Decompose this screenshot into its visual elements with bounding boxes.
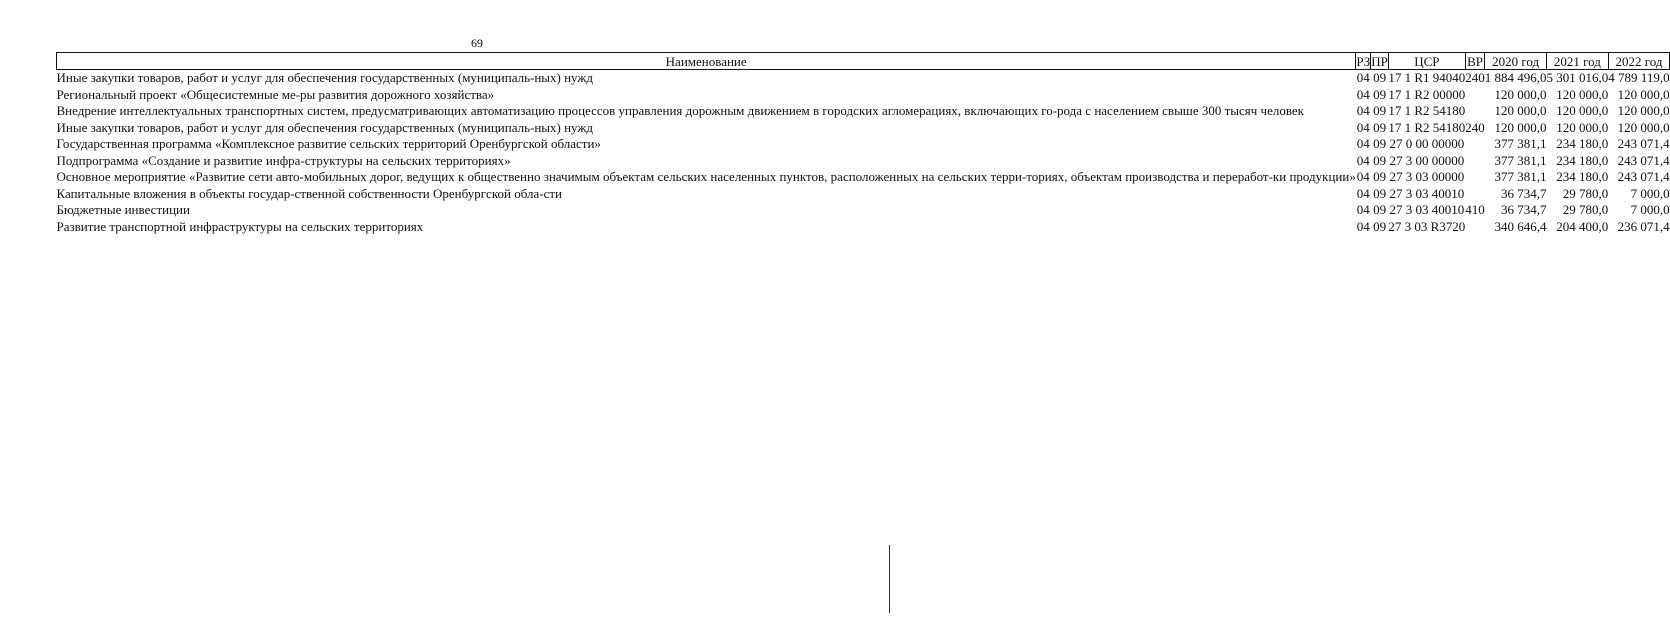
table-header-row — [57, 53, 1670, 70]
page-number: 69 — [471, 36, 483, 50]
header-rz: РЗ — [1356, 53, 1371, 69]
row-pr: 09 — [1373, 86, 1387, 102]
row-vr — [1465, 153, 1485, 170]
row-2020: 1 884 496,0 — [1484, 70, 1547, 85]
row-2022: 4 789 119,0 — [1608, 70, 1670, 85]
row-2021: 234 180,0 — [1556, 152, 1609, 168]
row-2020: 120 000,0 — [1494, 86, 1547, 102]
table-row — [57, 70, 1670, 87]
table-row — [57, 153, 1670, 170]
row-2021: 29 780,0 — [1562, 202, 1609, 217]
table-row — [57, 169, 1670, 186]
row-vr — [1465, 103, 1485, 120]
row-pr: 09 — [1373, 185, 1387, 201]
row-2022: 120 000,0 — [1617, 86, 1670, 102]
row-rz: 04 — [1356, 86, 1370, 102]
row-2022: 236 071,4 — [1617, 218, 1670, 234]
row-csr: 17 1 R2 00000 — [1388, 86, 1466, 102]
row-rz: 04 — [1356, 218, 1370, 234]
row-pr: 09 — [1373, 169, 1387, 184]
table-row — [57, 87, 1670, 104]
header-pr: ПР — [1371, 53, 1388, 69]
row-rz: 04 — [1356, 136, 1370, 151]
row-2021: 234 180,0 — [1556, 169, 1609, 184]
row-name: Основное мероприятие «Развитие сети авто-мобильных дорог, ведущих к общественно значимым объектам сельских населенных пунктов, расположенных на сельских терри-ториях, объектам производства и переработ-ки продукции» — [56, 169, 1356, 184]
row-2022: 120 000,0 — [1617, 119, 1670, 135]
row-name: Внедрение интеллектуальных транспортных систем, предусматривающих автоматизацию процессов управления дорожным движением в городских агломерациях, включающих го-рода с населением свыше 300 тысяч человек — [56, 103, 1304, 118]
header-csr: ЦСР — [1388, 53, 1465, 70]
row-2022: 243 071,4 — [1617, 136, 1670, 151]
header-2020: 2020 год — [1485, 53, 1547, 70]
row-2021: 120 000,0 — [1556, 119, 1609, 135]
table-row — [57, 186, 1670, 203]
row-2020: 36 734,7 — [1501, 185, 1547, 201]
row-2021: 5 301 016,0 — [1546, 70, 1609, 85]
row-pr: 09 — [1373, 119, 1387, 135]
row-rz: 04 — [1356, 119, 1370, 135]
table-row — [57, 136, 1670, 153]
row-name: Капитальные вложения в объекты государ-ственной собственности Оренбургской обла-сти — [56, 185, 562, 201]
row-vr — [1465, 87, 1485, 104]
row-pr: 09 — [1373, 136, 1387, 151]
table-row — [57, 103, 1670, 120]
row-2021: 29 780,0 — [1562, 185, 1609, 201]
row-vr — [1465, 219, 1485, 236]
row-name: Региональный проект «Общесистемные ме-ры развития дорожного хозяйства» — [56, 86, 495, 102]
row-2021: 234 180,0 — [1556, 136, 1609, 151]
row-csr: 27 3 03 R3720 — [1388, 218, 1466, 234]
row-rz: 04 — [1356, 103, 1370, 118]
row-vr: 240 — [1465, 70, 1485, 85]
row-vr: 410 — [1465, 202, 1485, 217]
row-pr: 09 — [1373, 70, 1387, 85]
row-name: Иные закупки товаров, работ и услуг для обеспечения государственных (муниципаль-ных) нужд — [56, 119, 593, 135]
row-vr: 240 — [1465, 119, 1485, 135]
row-csr: 17 1 R2 54180 — [1388, 103, 1466, 118]
header-vr: ВР — [1467, 53, 1483, 69]
row-rz: 04 — [1356, 152, 1370, 168]
row-2022: 243 071,4 — [1617, 169, 1670, 184]
row-pr: 09 — [1373, 152, 1387, 168]
table-row — [57, 202, 1670, 219]
row-csr: 27 3 03 00000 — [1389, 169, 1465, 184]
row-csr: 27 3 03 40010 — [1389, 202, 1465, 217]
header-2021: 2021 год — [1547, 53, 1609, 70]
header-2022: 2022 год — [1608, 53, 1669, 70]
row-2020: 120 000,0 — [1494, 103, 1547, 118]
row-2022: 7 000,0 — [1630, 185, 1670, 201]
row-2020: 36 734,7 — [1501, 202, 1547, 217]
row-rz: 04 — [1356, 185, 1370, 201]
row-name: Бюджетные инвестиции — [56, 202, 190, 217]
row-2021: 120 000,0 — [1556, 103, 1609, 118]
row-rz: 04 — [1356, 202, 1370, 217]
row-2020: 377 381,1 — [1494, 152, 1547, 168]
row-2021: 204 400,0 — [1556, 218, 1609, 234]
row-2022: 243 071,4 — [1617, 152, 1670, 168]
row-name: Иные закупки товаров, работ и услуг для обеспечения государственных (муниципаль-ных) нужд — [56, 70, 593, 85]
row-2020: 377 381,1 — [1494, 136, 1547, 151]
row-pr: 09 — [1373, 103, 1387, 118]
row-rz: 04 — [1356, 70, 1370, 85]
row-name: Подпрограмма «Создание и развитие инфра-структуры на сельских территориях» — [56, 152, 511, 168]
row-csr: 27 0 00 00000 — [1389, 136, 1465, 151]
row-2022: 120 000,0 — [1617, 103, 1670, 118]
row-2020: 120 000,0 — [1494, 119, 1547, 135]
row-2020: 340 646,4 — [1494, 218, 1547, 234]
table-row — [57, 219, 1670, 236]
scan-edge-line — [889, 545, 890, 613]
row-csr: 17 1 R1 94040 — [1388, 70, 1466, 85]
row-csr: 27 3 03 40010 — [1389, 185, 1465, 201]
row-csr: 27 3 00 00000 — [1389, 152, 1465, 168]
row-rz: 04 — [1356, 169, 1370, 184]
row-pr: 09 — [1373, 218, 1387, 234]
row-2022: 7 000,0 — [1630, 202, 1670, 217]
row-csr: 17 1 R2 54180 — [1388, 119, 1466, 135]
row-2021: 120 000,0 — [1556, 86, 1609, 102]
row-pr: 09 — [1373, 202, 1387, 217]
row-name: Государственная программа «Комплексное развитие сельских территорий Оренбургской области» — [56, 136, 601, 151]
row-vr — [1465, 169, 1485, 186]
budget-table — [56, 52, 1670, 235]
row-name: Развитие транспортной инфраструктуры на сельских территориях — [56, 218, 424, 234]
row-2020: 377 381,1 — [1494, 169, 1547, 184]
table-row — [57, 120, 1670, 137]
header-name: Наименование — [57, 53, 1356, 70]
row-vr — [1465, 186, 1485, 203]
row-vr — [1465, 136, 1485, 153]
